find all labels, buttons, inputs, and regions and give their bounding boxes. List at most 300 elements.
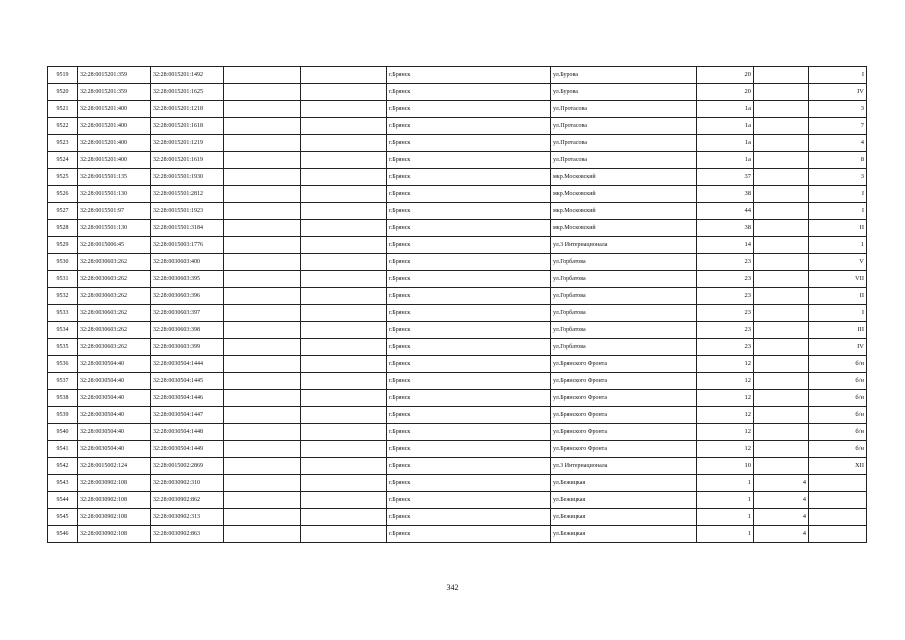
building-number [754,339,809,356]
street-cell: ул.Бурова [551,67,697,84]
block-cadastral-number: 32:28:0030902:108 [78,492,151,509]
building-number [754,441,809,458]
room-number [809,492,867,509]
empty-cell [224,339,301,356]
row-number: 9525 [48,169,78,186]
block-cadastral-number: 32:28:0015201:359 [78,84,151,101]
street-cell: ул.Бурова [551,84,697,101]
empty-cell [301,254,387,271]
block-cadastral-number: 32:28:0015002:124 [78,458,151,475]
empty-cell [224,186,301,203]
empty-cell [301,424,387,441]
empty-cell [301,305,387,322]
block-cadastral-number: 32:28:0030902:108 [78,526,151,543]
room-number: II [809,288,867,305]
house-number: 10 [697,458,754,475]
empty-cell [224,101,301,118]
building-number [754,458,809,475]
cadastral-number: 32:28:0015201:1218 [151,101,224,118]
block-cadastral-number: 32:28:0015006:45 [78,237,151,254]
city-cell: г.Брянск [387,118,551,135]
building-number: 4 [754,475,809,492]
building-number [754,305,809,322]
house-number: 38 [697,220,754,237]
empty-cell [301,492,387,509]
cadastral-number: 32:28:0030504:1449 [151,441,224,458]
empty-cell [301,186,387,203]
building-number: 4 [754,492,809,509]
row-number: 9520 [48,84,78,101]
empty-cell [224,254,301,271]
street-cell: ул.Бежицкая [551,526,697,543]
empty-cell [224,509,301,526]
room-number: 1 [809,237,867,254]
block-cadastral-number: 32:28:0015201:400 [78,152,151,169]
house-number: 1а [697,118,754,135]
room-number: I [809,305,867,322]
empty-cell [224,152,301,169]
empty-cell [301,458,387,475]
cadastral-number: 32:28:0015002:2869 [151,458,224,475]
table-row [48,220,867,237]
empty-cell [301,407,387,424]
block-cadastral-number: 32:28:0030504:40 [78,407,151,424]
empty-cell [301,509,387,526]
table-row [48,339,867,356]
empty-cell [224,271,301,288]
cadastral-number: 32:28:0030902:313 [151,509,224,526]
table-row [48,152,867,169]
cadastral-number: 32:28:0030504:1446 [151,390,224,407]
city-cell: г.Брянск [387,475,551,492]
city-cell: г.Брянск [387,526,551,543]
city-cell: г.Брянск [387,288,551,305]
block-cadastral-number: 32:28:0015201:400 [78,118,151,135]
house-number: 12 [697,441,754,458]
building-number [754,271,809,288]
building-number [754,186,809,203]
house-number: 1 [697,475,754,492]
street-cell: ул.Бежицкая [551,492,697,509]
room-number [809,526,867,543]
building-number [754,390,809,407]
block-cadastral-number: 32:28:0015501:135 [78,169,151,186]
room-number: б/н [809,407,867,424]
table-row [48,169,867,186]
table-row [48,288,867,305]
table-row [48,135,867,152]
block-cadastral-number: 32:28:0030603:262 [78,271,151,288]
block-cadastral-number: 32:28:0015501:130 [78,220,151,237]
table-row [48,84,867,101]
house-number: 12 [697,356,754,373]
registry-table [47,66,867,543]
street-cell: мкр.Московский [551,220,697,237]
room-number: IV [809,84,867,101]
city-cell: г.Брянск [387,186,551,203]
empty-cell [301,526,387,543]
street-cell: ул.Протасова [551,152,697,169]
city-cell: г.Брянск [387,135,551,152]
empty-cell [301,390,387,407]
city-cell: г.Брянск [387,458,551,475]
table-row [48,101,867,118]
house-number: 14 [697,237,754,254]
city-cell: г.Брянск [387,424,551,441]
cadastral-number: 32:28:0015003:1776 [151,237,224,254]
building-number [754,424,809,441]
row-number: 9521 [48,101,78,118]
empty-cell [301,339,387,356]
row-number: 9542 [48,458,78,475]
room-number: б/н [809,424,867,441]
street-cell: ул.Протасова [551,118,697,135]
row-number: 9529 [48,237,78,254]
table-row [48,441,867,458]
empty-cell [301,288,387,305]
block-cadastral-number: 32:28:0030902:108 [78,475,151,492]
street-cell: ул.Горбатова [551,254,697,271]
table-row [48,254,867,271]
row-number: 9519 [48,67,78,84]
empty-cell [224,220,301,237]
house-number: 12 [697,373,754,390]
house-number: 1 [697,526,754,543]
block-cadastral-number: 32:28:0030902:108 [78,509,151,526]
room-number: 8 [809,152,867,169]
street-cell: ул.3 Интернационала [551,237,697,254]
room-number: 3 [809,169,867,186]
empty-cell [224,67,301,84]
room-number: I [809,67,867,84]
cadastral-number: 32:28:0030603:400 [151,254,224,271]
empty-cell [301,169,387,186]
house-number: 23 [697,254,754,271]
row-number: 9533 [48,305,78,322]
empty-cell [301,322,387,339]
house-number: 23 [697,271,754,288]
building-number [754,203,809,220]
table-row [48,509,867,526]
house-number: 12 [697,390,754,407]
cadastral-number: 32:28:0015201:1219 [151,135,224,152]
street-cell: ул.Брянского Фронта [551,373,697,390]
room-number: II [809,220,867,237]
building-number [754,407,809,424]
row-number: 9531 [48,271,78,288]
row-number: 9537 [48,373,78,390]
block-cadastral-number: 32:28:0030603:262 [78,339,151,356]
cadastral-number: 32:28:0015501:1923 [151,203,224,220]
street-cell: ул.Горбатова [551,339,697,356]
house-number: 44 [697,203,754,220]
street-cell: ул.3 Интернационала [551,458,697,475]
table-row [48,407,867,424]
street-cell: ул.Брянского Фронта [551,390,697,407]
house-number: 38 [697,186,754,203]
empty-cell [224,441,301,458]
empty-cell [301,152,387,169]
row-number: 9546 [48,526,78,543]
building-number [754,254,809,271]
empty-cell [224,356,301,373]
house-number: 1 [697,509,754,526]
table-row [48,492,867,509]
row-number: 9545 [48,509,78,526]
table-row [48,356,867,373]
cadastral-number: 32:28:0030902:863 [151,526,224,543]
house-number: 23 [697,288,754,305]
city-cell: г.Брянск [387,441,551,458]
empty-cell [301,101,387,118]
block-cadastral-number: 32:28:0015501:97 [78,203,151,220]
empty-cell [224,390,301,407]
empty-cell [301,135,387,152]
room-number: 3 [809,101,867,118]
cadastral-number: 32:28:0015501:1930 [151,169,224,186]
room-number: IV [809,339,867,356]
building-number [754,373,809,390]
city-cell: г.Брянск [387,84,551,101]
street-cell: ул.Брянского Фронта [551,424,697,441]
table-row [48,390,867,407]
building-number [754,220,809,237]
empty-cell [224,237,301,254]
cadastral-number: 32:28:0030603:399 [151,339,224,356]
city-cell: г.Брянск [387,322,551,339]
city-cell: г.Брянск [387,220,551,237]
row-number: 9532 [48,288,78,305]
table-row [48,424,867,441]
table-row [48,373,867,390]
city-cell: г.Брянск [387,407,551,424]
row-number: 9536 [48,356,78,373]
cadastral-number: 32:28:0030603:396 [151,288,224,305]
empty-cell [301,271,387,288]
registry-rows [48,67,867,543]
cadastral-number: 32:28:0030603:398 [151,322,224,339]
house-number: 12 [697,407,754,424]
house-number: 37 [697,169,754,186]
empty-cell [301,373,387,390]
city-cell: г.Брянск [387,152,551,169]
row-number: 9534 [48,322,78,339]
table-row [48,458,867,475]
block-cadastral-number: 32:28:0030504:40 [78,441,151,458]
city-cell: г.Брянск [387,305,551,322]
empty-cell [301,118,387,135]
room-number: V [809,254,867,271]
empty-cell [224,305,301,322]
cadastral-number: 32:28:0030504:1445 [151,373,224,390]
cadastral-number: 32:28:0015201:1625 [151,84,224,101]
empty-cell [224,288,301,305]
city-cell: г.Брянск [387,271,551,288]
block-cadastral-number: 32:28:0030603:262 [78,288,151,305]
street-cell: мкр.Московский [551,169,697,186]
registry-page [47,66,867,543]
block-cadastral-number: 32:28:0015201:359 [78,67,151,84]
room-number: VII [809,271,867,288]
building-number [754,237,809,254]
empty-cell [224,135,301,152]
street-cell: мкр.Московский [551,186,697,203]
row-number: 9530 [48,254,78,271]
table-row [48,186,867,203]
street-cell: ул.Горбатова [551,305,697,322]
table-row [48,322,867,339]
table-row [48,237,867,254]
block-cadastral-number: 32:28:0030504:40 [78,424,151,441]
empty-cell [301,237,387,254]
room-number: 4 [809,135,867,152]
room-number: XII [809,458,867,475]
row-number: 9527 [48,203,78,220]
building-number: 4 [754,509,809,526]
empty-cell [224,492,301,509]
house-number: 1а [697,135,754,152]
empty-cell [224,118,301,135]
house-number: 1 [697,492,754,509]
street-cell: ул.Горбатова [551,322,697,339]
city-cell: г.Брянск [387,237,551,254]
city-cell: г.Брянск [387,169,551,186]
page-number: 342 [446,583,459,592]
table-row [48,305,867,322]
room-number: 7 [809,118,867,135]
city-cell: г.Брянск [387,492,551,509]
room-number: I [809,186,867,203]
empty-cell [301,84,387,101]
row-number: 9544 [48,492,78,509]
block-cadastral-number: 32:28:0015501:130 [78,186,151,203]
cadastral-number: 32:28:0015201:1492 [151,67,224,84]
building-number [754,84,809,101]
empty-cell [224,526,301,543]
row-number: 9538 [48,390,78,407]
house-number: 1а [697,152,754,169]
cadastral-number: 32:28:0030504:1444 [151,356,224,373]
city-cell: г.Брянск [387,356,551,373]
city-cell: г.Брянск [387,339,551,356]
street-cell: ул.Протасова [551,135,697,152]
table-row [48,271,867,288]
empty-cell [224,424,301,441]
street-cell: ул.Горбатова [551,271,697,288]
empty-cell [224,203,301,220]
building-number: 4 [754,526,809,543]
cadastral-number: 32:28:0015201:1618 [151,118,224,135]
block-cadastral-number: 32:28:0030504:40 [78,390,151,407]
street-cell: ул.Бежицкая [551,475,697,492]
table-row [48,526,867,543]
empty-cell [224,475,301,492]
block-cadastral-number: 32:28:0015201:400 [78,101,151,118]
room-number: б/н [809,373,867,390]
city-cell: г.Брянск [387,390,551,407]
city-cell: г.Брянск [387,254,551,271]
empty-cell [301,441,387,458]
building-number [754,169,809,186]
city-cell: г.Брянск [387,101,551,118]
row-number: 9535 [48,339,78,356]
cadastral-number: 32:28:0015201:1619 [151,152,224,169]
empty-cell [301,475,387,492]
block-cadastral-number: 32:28:0015201:400 [78,135,151,152]
city-cell: г.Брянск [387,373,551,390]
row-number: 9541 [48,441,78,458]
block-cadastral-number: 32:28:0030603:262 [78,322,151,339]
building-number [754,322,809,339]
room-number: I [809,203,867,220]
building-number [754,101,809,118]
table-row [48,118,867,135]
city-cell: г.Брянск [387,67,551,84]
empty-cell [301,220,387,237]
empty-cell [224,407,301,424]
cadastral-number: 32:28:0030603:397 [151,305,224,322]
street-cell: ул.Брянского Фронта [551,441,697,458]
empty-cell [301,67,387,84]
row-number: 9523 [48,135,78,152]
cadastral-number: 32:28:0015501:3184 [151,220,224,237]
building-number [754,67,809,84]
cadastral-number: 32:28:0030902:862 [151,492,224,509]
street-cell: ул.Брянского Фронта [551,407,697,424]
empty-cell [224,373,301,390]
house-number: 20 [697,84,754,101]
city-cell: г.Брянск [387,509,551,526]
cadastral-number: 32:28:0015501:2812 [151,186,224,203]
building-number [754,118,809,135]
building-number [754,135,809,152]
table-row [48,67,867,84]
room-number: III [809,322,867,339]
row-number: 9522 [48,118,78,135]
street-cell: мкр.Московский [551,203,697,220]
row-number: 9540 [48,424,78,441]
cadastral-number: 32:28:0030504:1447 [151,407,224,424]
block-cadastral-number: 32:28:0030504:40 [78,373,151,390]
row-number: 9526 [48,186,78,203]
block-cadastral-number: 32:28:0030603:262 [78,305,151,322]
house-number: 23 [697,322,754,339]
empty-cell [224,322,301,339]
row-number: 9539 [48,407,78,424]
building-number [754,288,809,305]
row-number: 9543 [48,475,78,492]
street-cell: ул.Горбатова [551,288,697,305]
house-number: 20 [697,67,754,84]
street-cell: ул.Протасова [551,101,697,118]
table-row [48,475,867,492]
block-cadastral-number: 32:28:0030603:262 [78,254,151,271]
block-cadastral-number: 32:28:0030504:40 [78,356,151,373]
house-number: 23 [697,305,754,322]
empty-cell [224,458,301,475]
room-number: б/н [809,390,867,407]
empty-cell [301,356,387,373]
street-cell: ул.Бежицкая [551,509,697,526]
empty-cell [301,203,387,220]
room-number [809,509,867,526]
house-number: 1а [697,101,754,118]
building-number [754,152,809,169]
row-number: 9528 [48,220,78,237]
empty-cell [224,169,301,186]
cadastral-number: 32:28:0030504:1448 [151,424,224,441]
cadastral-number: 32:28:0030603:395 [151,271,224,288]
